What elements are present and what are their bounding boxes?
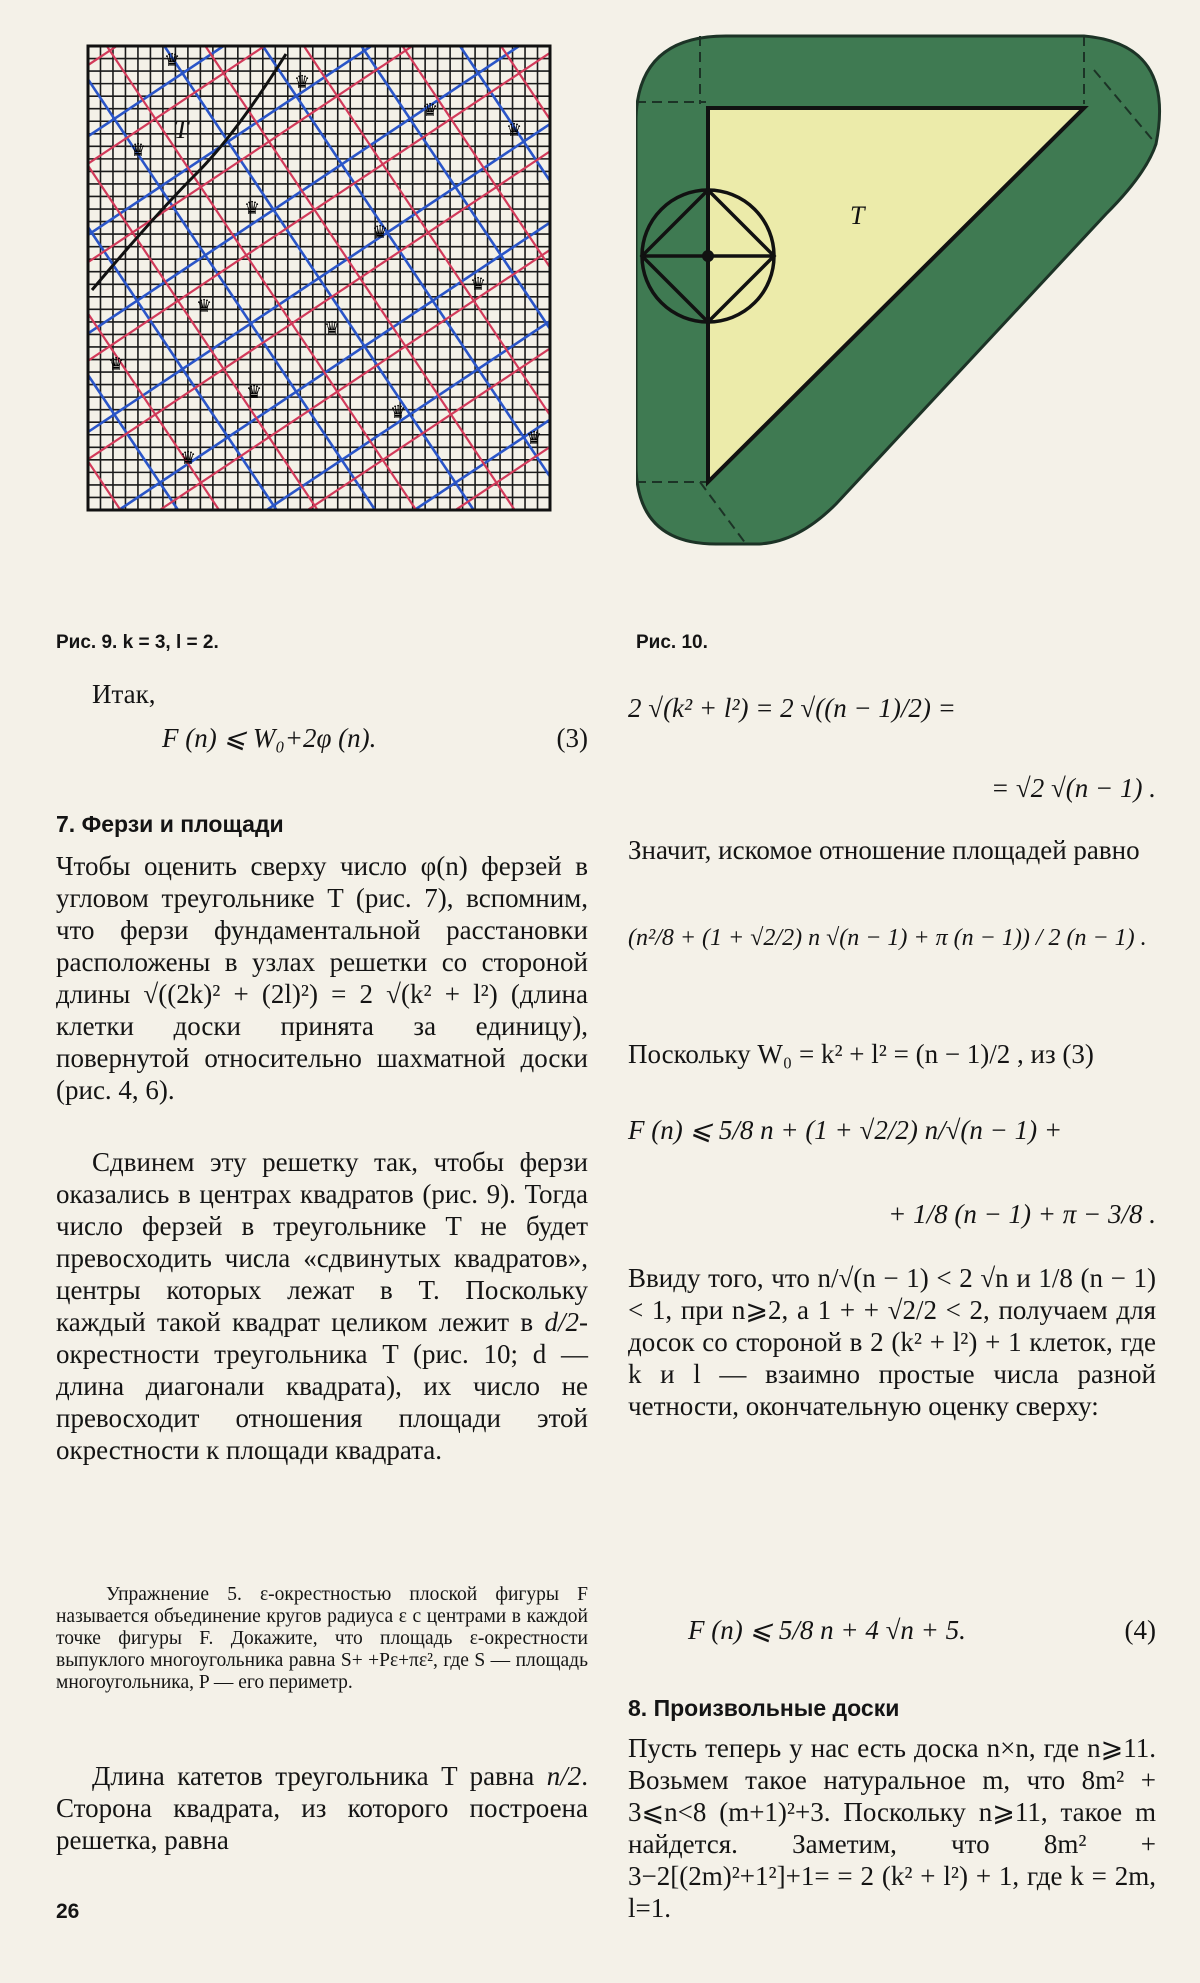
queen-icon: ♛	[324, 318, 341, 338]
equation-3-body: F (n) ⩽ W₀+2φ (n).	[162, 723, 377, 753]
paragraph-7-1: Чтобы оценить сверху число φ(n) ферзей в угловом треугольнике T (рис. 7), вспомним, что ферзи фундаментальной расстановки расположены в узлах решетки со стороной длины √((2k)² + (2l)²) = 2 √(k² + l²) (длина клетки доски принята за единицу), повернутой относительно шахматной доски (рис. 4, 6).	[56, 851, 588, 1105]
section-7-heading: 7. Ферзи и площади	[56, 811, 284, 837]
queen-icon: ♛	[246, 382, 263, 402]
blue-lattice-line	[86, 120, 578, 514]
equation-3-number: (3)	[556, 723, 588, 753]
section-8-heading: 8. Произвольные доски	[628, 1695, 900, 1721]
exercise-5: Упражнение 5. ε-окрестностью плоской фигуры F называется объединение кругов радиуса ε с центрами в каждой точке фигуры F. Докажите, что площадь ε-окрестности выпуклого многоугольника равна S+ +Pε+πε², где S — площадь многоугольника, P — его периметр.	[56, 1584, 588, 1693]
queen-icon: ♛	[470, 274, 487, 294]
fig10-caption: Рис. 10.	[636, 632, 708, 653]
figure-9-lattice	[86, 44, 578, 514]
fig9-caption: Рис. 9. k = 3, l = 2.	[56, 632, 219, 653]
fig9-label-T: T	[174, 115, 189, 144]
equation-4-number: (4)	[1124, 1615, 1156, 1645]
queen-icon: ♛	[294, 72, 311, 92]
paragraph-w0: Поскольку W₀ = k² + l² = (n − 1)/2 , из (3)	[628, 1039, 1094, 1069]
queen-icon: ♛	[372, 222, 389, 242]
figure-10-neighbourhood	[636, 34, 1176, 554]
paragraph-7-2-a: Сдвинем эту решетку так, чтобы ферзи оказались в центрах квадратов (рис. 9). Тогда число ферзей в треугольнике T не будет превосходить числа «сдвинутых квадратов», центры которых лежат в T. Поскольку каждый такой квадрат целиком лежит в	[56, 1147, 588, 1337]
queen-icon: ♛	[164, 50, 181, 70]
red-lattice-line	[86, 44, 578, 436]
equation-side-a: 2 √(k² + l²) = 2 √((n − 1)/2) =	[628, 693, 956, 723]
queen-icon: ♛	[108, 354, 125, 374]
paragraph-8-1: Пусть теперь у нас есть доска n×n, где n⩾11. Возьмем такое натуральное m, что 8m² + 3⩽n<8 (m+1)²+3. Поскольку n⩾11, такое m найдется. Заметим, что 8m² + 3−2[(2m)²+1²]+1= = 2 (k² + l²) + 1, где k = 2m, l=1.	[628, 1733, 1156, 1923]
queen-icon: ♛	[180, 448, 197, 468]
equation-4-body: F (n) ⩽ 5/8 n + 4 √n + 5.	[688, 1615, 966, 1645]
red-lattice-line	[86, 120, 578, 514]
queen-icon: ♛	[390, 402, 407, 422]
fraction-n-over-2: n/2	[546, 1761, 582, 1791]
queen-icon: ♛	[130, 140, 147, 160]
page-number: 26	[56, 1900, 80, 1923]
paragraph-bounds: Ввиду того, что n/√(n − 1) < 2 √n и 1/8 (n − 1) < 1, при n⩾2, а 1 + + √2/2 < 2, получаем для досок со стороной в 2 (k² + l²) + 1 клеток, где k и l — взаимно простые числа разной четности, окончательную оценку сверху:	[628, 1263, 1156, 1421]
blue-lattice-line	[86, 44, 578, 436]
paragraph-ratio-intro: Значит, искомое отношение площадей равно	[628, 835, 1140, 865]
fraction-d-over-2: d/2	[544, 1307, 580, 1337]
paragraph-7-3-b: . Сторона квадрата, из которого построена решетка, равна	[56, 1761, 589, 1855]
queen-icon: ♛	[196, 296, 213, 316]
paragraph-7-3	[56, 1760, 588, 1856]
equation-3	[162, 722, 588, 754]
paragraph-7-2-b: -окрестности треугольника T (рис. 10; d — длина диагонали квадрата), их число не превосходит отношения площади этой окрестности к площади квадрата.	[56, 1307, 589, 1465]
inequality-line-a: F (n) ⩽ 5/8 n + (1 + √2/2) n/√(n − 1) +	[628, 1115, 1063, 1145]
ratio-expression: (n²/8 + (1 + √2/2) n √(n − 1) + π (n − 1)) / 2 (n − 1) .	[628, 925, 1147, 951]
fig10-label-T: T	[850, 201, 865, 230]
equation-side-b: = √2 √(n − 1) .	[990, 773, 1156, 803]
queen-icon: ♛	[244, 198, 261, 218]
paragraph-7-3-a: Длина катетов треугольника T равна	[92, 1761, 535, 1791]
queen-icon: ♛	[506, 120, 523, 140]
paragraph-7-2	[56, 1146, 588, 1466]
intro-text: Итак,	[92, 679, 156, 709]
equation-4	[688, 1614, 1156, 1646]
queen-icon: ♛	[422, 100, 439, 120]
inequality-line-b: + 1/8 (n − 1) + π − 3/8 .	[888, 1199, 1156, 1229]
queen-icon: ♛	[526, 428, 543, 448]
